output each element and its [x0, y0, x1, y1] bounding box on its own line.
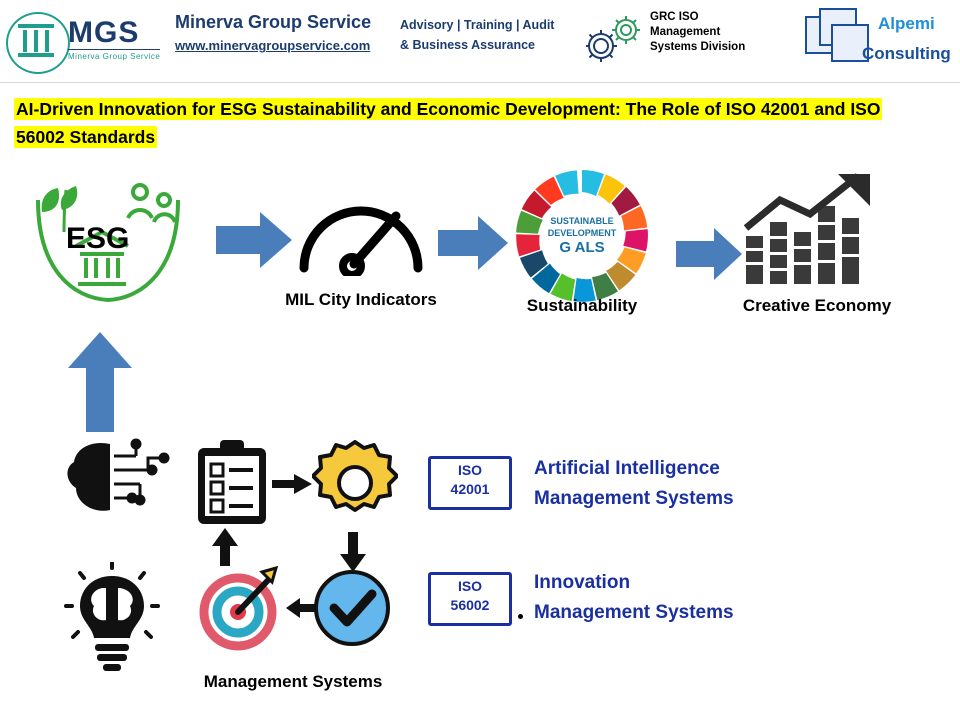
check-circle-icon [312, 568, 392, 648]
division-line-1: GRC ISO [650, 11, 699, 23]
partner-name-line-1: Alpemi [878, 14, 935, 33]
right-arrow-icon-small-1 [272, 472, 312, 496]
header-divider [0, 82, 960, 83]
page-title [14, 95, 904, 151]
sdg-wheel-icon [512, 166, 652, 306]
up-arrow-icon-small [212, 528, 238, 566]
innovation-management-systems-label [534, 568, 864, 628]
ai-label-line-2: Management Systems [534, 488, 734, 509]
clipboard-checklist-icon [196, 440, 268, 526]
header [0, 0, 960, 82]
lightbulb-brain-icon [62, 562, 162, 672]
management-systems-label: Management Systems [203, 672, 383, 691]
company-website-link[interactable]: www.minervagroupservice.com [175, 38, 371, 53]
company-name: Minerva Group Service [175, 12, 372, 32]
sdg-center-line-2: DEVELOPMENT [547, 228, 617, 238]
innovation-label-line-1: Innovation [534, 572, 631, 593]
right-arrow-icon-2 [438, 216, 508, 270]
right-arrow-icon [216, 212, 292, 268]
division-line-3: Systems Division [650, 41, 746, 53]
iso-42001-badge [428, 456, 512, 510]
iso-42001-line-2: 42001 [450, 481, 490, 497]
division-label [650, 10, 745, 55]
iso-56002-line-1: ISO [457, 578, 483, 594]
flow-label-sustainability: Sustainability [526, 296, 638, 315]
iso-42001-line-1: ISO [457, 462, 483, 478]
flow-label-mil-city-indicators: MIL City Indicators [285, 290, 437, 309]
services-line-2: & Business Assurance [400, 38, 536, 52]
brain-circuit-icon [62, 438, 172, 518]
growth-chart-icon [740, 170, 890, 290]
up-arrow-icon [68, 332, 132, 432]
mgs-logo-text: MGS [68, 16, 140, 49]
esg-label: ESG [66, 222, 130, 255]
services-line-1: Advisory | Training | Audit [400, 18, 555, 32]
sdg-center-line-1: SUSTAINABLE [550, 216, 614, 226]
flow-label-creative-economy: Creative Economy [742, 296, 892, 315]
down-arrow-icon [340, 532, 366, 572]
right-arrow-icon-3 [676, 228, 742, 280]
mgs-logo-icon [6, 6, 166, 76]
mgs-logo-subtext: Minerva Group Service [68, 52, 161, 61]
page-title-text: AI-Driven Innovation for ESG Sustainability and Economic Development: The Role of ISO 42001 and ISO 56002 Standards [16, 99, 881, 147]
gear-icon [312, 440, 398, 526]
innovation-label-line-2: Management Systems [534, 602, 734, 623]
gauge-icon [296, 186, 426, 276]
ai-management-systems-label [534, 454, 864, 514]
ai-label-line-1: Artificial Intelligence [534, 458, 720, 479]
partner-name-line-2: Consulting [862, 44, 951, 63]
sdg-center-line-3: G ALS [559, 239, 605, 256]
iso-56002-line-2: 56002 [450, 597, 490, 613]
division-line-2: Management [650, 26, 721, 38]
target-arrow-icon [196, 566, 282, 652]
iso-56002-badge [428, 572, 512, 626]
bullet-dot [518, 614, 523, 619]
gears-icon [586, 12, 644, 68]
